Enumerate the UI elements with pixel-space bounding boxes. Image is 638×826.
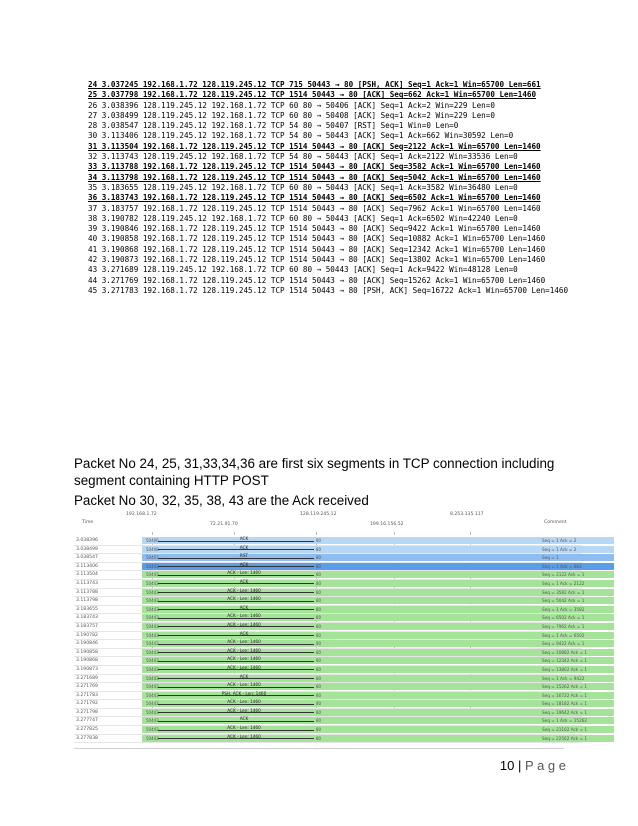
host-72-21-91-70: 72.21.91.70 xyxy=(210,522,238,527)
flow-time: 3.113788 xyxy=(76,589,98,595)
packet-line: 24 3.037245 192.168.1.72 128.119.245.12 TCP 715 50443 → 80 [PSH, ACK] Seq=1 Ack=1 Win=65700 Len=661 xyxy=(88,80,541,89)
destination-port: 80 xyxy=(316,649,322,655)
flow-row[interactable] xyxy=(74,707,588,718)
flow-row[interactable] xyxy=(74,699,588,709)
packet-line: 43 3.271689 128.119.245.12 192.168.1.72 TCP 60 80 → 50443 [ACK] Seq=1 Ack=9422 Win=48128 Len=0 xyxy=(88,265,518,275)
flow-label: ACK - Len: 1460 xyxy=(227,596,261,602)
packet-line: 44 3.271769 192.168.1.72 128.119.245.12 TCP 1514 50443 → 80 [ACK] Seq=15262 Ack=1 Win=65700 Len=1460 xyxy=(88,275,546,285)
flow-row[interactable] xyxy=(74,647,588,658)
flow-comment: Seq = 18182 Ack = 1 xyxy=(542,701,588,707)
source-port: 50443 xyxy=(146,641,159,647)
page-footer xyxy=(500,758,566,773)
flow-comment: Seq = 9422 Ack = 1 xyxy=(542,641,585,647)
flow-time: 3.038396 xyxy=(76,538,98,543)
flow-time: 3.183757 xyxy=(76,623,98,629)
paragraph-segments: Packet No 24, 25, 31,33,34,36 are first six segments in TCP connection including segment containing HTTP POST xyxy=(74,456,555,488)
flow-time: 3.271783 xyxy=(76,692,98,698)
destination-port: 80 xyxy=(316,701,322,707)
flow-comment: Seq = 15262 Ack = 1 xyxy=(542,684,588,690)
packet-line: 45 3.271783 192.168.1.72 128.119.245.12 TCP 1514 50443 → 80 [PSH, ACK] Seq=16722 Ack=1 Win=65700 Len=1460 xyxy=(88,285,569,295)
source-port: 50443 xyxy=(146,718,159,724)
source-port: 50443 xyxy=(146,580,159,586)
flow-time: 3.190868 xyxy=(76,658,98,664)
destination-port: 80 xyxy=(316,546,322,552)
packet-line: 30 3.113406 128.119.245.12 192.168.1.72 TCP 54 80 → 50443 [ACK] Seq=1 Ack=662 Win=30592 Len=0 xyxy=(88,131,514,141)
flow-time: 3.038499 xyxy=(76,546,98,552)
flow-time: 3.113743 xyxy=(76,580,98,586)
host-192-168-1-72: 192.168.1.72 xyxy=(126,512,157,517)
flow-comment: Seq = 7962 Ack = 1 xyxy=(542,623,585,629)
flow-time: 3.190846 xyxy=(76,641,98,647)
source-port: 50443 xyxy=(146,606,159,612)
flow-comment: Seq = 12342 Ack = 1 xyxy=(542,658,588,664)
flow-row[interactable] xyxy=(74,596,585,606)
destination-port: 80 xyxy=(316,623,322,629)
destination-port: 80 xyxy=(316,555,322,561)
flow-comment: Seq = 1 Ack = 2 xyxy=(542,538,577,543)
flow-label: ACK xyxy=(239,604,249,610)
flow-label: ACK xyxy=(239,673,249,679)
destination-port: 80 xyxy=(316,580,322,586)
flow-row[interactable] xyxy=(74,570,585,580)
packet-line: 37 3.183757 192.168.1.72 128.119.245.12 TCP 1514 50443 → 80 [ACK] Seq=7962 Ack=1 Win=65700 Len=1460 xyxy=(88,203,541,213)
flow-comment: Seq = 1 Ack = 2122 xyxy=(542,580,585,586)
flow-row[interactable] xyxy=(74,587,585,598)
destination-port: 80 xyxy=(316,632,322,638)
flow-label: ACK xyxy=(239,578,249,584)
packet-line: 26 3.038396 128.119.245.12 192.168.1.72 TCP 60 80 → 50406 [ACK] Seq=1 Ack=2 Win=229 Len=0 xyxy=(88,100,495,110)
paragraph-acks: Packet No 30, 32, 35, 38, 43 are the Ack received xyxy=(74,493,369,508)
flow-label: ACK - Len: 1460 xyxy=(227,664,261,670)
packet-line: 39 3.190846 192.168.1.72 128.119.245.12 TCP 1514 50443 → 80 [ACK] Seq=9422 Ack=1 Win=65700 Len=1460 xyxy=(88,224,541,234)
flow-label: ACK xyxy=(239,716,249,722)
flow-label: ACK - Len: 1460 xyxy=(227,647,261,653)
flow-label: ACK - Len: 1460 xyxy=(227,682,261,688)
flow-row[interactable] xyxy=(74,630,585,641)
flow-time: 3.277825 xyxy=(76,727,98,733)
flow-time: 3.271769 xyxy=(76,684,98,690)
source-port: 50443 xyxy=(146,563,159,569)
flow-label: ACK - Len: 1460 xyxy=(227,639,261,645)
flow-comment: Seq = 5042 Ack = 1 xyxy=(542,598,585,604)
destination-port: 80 xyxy=(316,718,322,724)
flow-comment: Seq = 1 Ack = 2 xyxy=(542,546,577,552)
flow-label: ACK - Len: 1460 xyxy=(227,613,261,619)
packet-line: 42 3.190873 192.168.1.72 128.119.245.12 TCP 1514 50443 → 80 [ACK] Seq=13802 Ack=1 Win=65700 Len=1460 xyxy=(88,255,546,265)
flow-comment: Seq = 1 Ack = 15262 xyxy=(542,718,588,724)
flow-row[interactable] xyxy=(74,621,585,632)
flow-row[interactable] xyxy=(74,554,582,563)
flow-row[interactable] xyxy=(74,716,588,726)
flow-comment: Seq = 13802 Ack = 1 xyxy=(542,666,588,672)
source-port: 50443 xyxy=(146,666,159,672)
packet-line: 35 3.183655 128.119.245.12 192.168.1.72 TCP 60 80 → 50443 [ACK] Seq=1 Ack=3582 Win=36480 Len=0 xyxy=(88,182,518,192)
host-8-253-135-117: 8.253.135.117 xyxy=(450,512,484,517)
flow-row[interactable] xyxy=(74,682,588,692)
flow-label: RST xyxy=(239,553,249,559)
flow-label: ACK - Len: 1460 xyxy=(227,621,261,627)
packet-line: 25 3.037798 192.168.1.72 128.119.245.12 TCP 1514 50443 → 80 [ACK] Seq=662 Ack=1 Win=65700 Len=1460 xyxy=(88,90,537,100)
footer-divider xyxy=(74,748,564,749)
destination-port: 80 xyxy=(316,598,322,604)
flow-time: 3.190858 xyxy=(76,649,98,655)
flow-comment: Seq = 1 Ack = 6502 xyxy=(542,632,585,638)
flow-time: 3.183743 xyxy=(76,615,98,621)
flow-label: ACK - Len: 1460 xyxy=(227,656,261,662)
flow-label: ACK xyxy=(239,544,249,550)
packet-line: 36 3.183743 192.168.1.72 128.119.245.12 TCP 1514 50443 → 80 [ACK] Seq=6502 Ack=1 Win=65700 Len=1460 xyxy=(88,193,541,203)
destination-port: 80 xyxy=(316,615,322,621)
footer-separator: | xyxy=(518,758,522,773)
destination-port: 80 xyxy=(316,735,322,741)
packet-line: 34 3.113798 192.168.1.72 128.119.245.12 TCP 1514 50443 → 80 [ACK] Seq=5042 Ack=1 Win=65700 Len=1460 xyxy=(88,172,541,182)
source-port: 50408 xyxy=(146,546,159,552)
destination-port: 80 xyxy=(316,589,322,595)
packet-line: 27 3.038499 128.119.245.12 192.168.1.72 TCP 60 80 → 50408 [ACK] Seq=1 Ack=2 Win=229 Len=0 xyxy=(88,110,495,120)
flow-time: 3.113798 xyxy=(76,598,98,604)
flow-label: ACK - Len: 1460 xyxy=(227,587,261,593)
packet-line: 32 3.113743 128.119.245.12 192.168.1.72 TCP 54 80 → 50443 [ACK] Seq=1 Ack=2122 Win=33536 Len=0 xyxy=(88,152,518,162)
flow-comment: Seq = 16722 Ack = 1 xyxy=(542,692,588,698)
source-port: 50443 xyxy=(146,632,159,638)
host-128-119-245-12: 128.119.245.12 xyxy=(300,512,337,517)
flow-time: 3.190873 xyxy=(76,666,98,672)
source-port: 50407 xyxy=(146,555,159,561)
flow-row[interactable] xyxy=(74,690,588,701)
source-port: 50443 xyxy=(146,649,159,655)
flow-comment: Seq = 1 Ack = 9422 xyxy=(542,675,585,681)
flow-graph xyxy=(74,510,588,741)
flow-comment: Seq = 1 Ack = 662 xyxy=(542,563,582,569)
packet-line: 33 3.113788 192.168.1.72 128.119.245.12 TCP 1514 50443 → 80 [ACK] Seq=3582 Ack=1 Win=65700 Len=1460 xyxy=(88,162,541,172)
source-port: 50443 xyxy=(146,684,159,690)
flow-row[interactable] xyxy=(74,604,585,615)
flow-label: ACK - Len: 1460 xyxy=(227,725,261,731)
packet-line: 41 3.190868 192.168.1.72 128.119.245.12 TCP 1514 50443 → 80 [ACK] Seq=12342 Ack=1 Win=65700 Len=1460 xyxy=(88,244,546,254)
flow-label: ACK - Len: 1460 xyxy=(227,733,261,739)
flow-time: 3.183655 xyxy=(76,606,98,612)
destination-port: 80 xyxy=(316,675,322,681)
flow-row[interactable] xyxy=(74,578,585,589)
source-port: 50443 xyxy=(146,589,159,595)
source-port: 50443 xyxy=(146,675,159,681)
flow-row[interactable] xyxy=(74,656,588,666)
destination-port: 80 xyxy=(316,538,322,543)
flow-label: ACK - Len: 1460 xyxy=(227,570,261,576)
flow-row[interactable] xyxy=(74,613,585,623)
flow-row[interactable] xyxy=(74,563,582,572)
source-port: 50406 xyxy=(146,538,159,543)
flow-label: ACK xyxy=(239,561,249,567)
flow-time: 3.038547 xyxy=(76,555,98,561)
flow-row[interactable] xyxy=(74,733,588,744)
packet-line: 38 3.190782 128.119.245.12 192.168.1.72 TCP 60 80 → 50443 [ACK] Seq=1 Ack=6502 Win=42240 Len=0 xyxy=(88,213,518,223)
flow-comment: Seq = 3582 Ack = 1 xyxy=(542,589,585,595)
flow-comment: Seq = 22562 Ack = 1 xyxy=(542,735,588,741)
flow-time: 3.271689 xyxy=(76,675,98,681)
flow-time: 3.271792 xyxy=(76,701,98,707)
source-port: 50443 xyxy=(146,701,159,707)
flow-time: 3.113504 xyxy=(76,572,98,578)
destination-port: 80 xyxy=(316,563,322,569)
destination-port: 80 xyxy=(316,658,322,664)
flow-label: ACK xyxy=(239,630,249,636)
flow-time: 3.271798 xyxy=(76,709,98,715)
flow-comment: Seq = 10882 Ack = 1 xyxy=(542,649,588,655)
flow-time: 3.113406 xyxy=(76,563,98,569)
destination-port: 80 xyxy=(316,666,322,672)
flow-time: 3.277747 xyxy=(76,718,98,724)
packet-line: 31 3.113504 192.168.1.72 128.119.245.12 TCP 1514 50443 → 80 [ACK] Seq=2122 Ack=1 Win=65700 Len=1460 xyxy=(88,141,541,151)
flow-row[interactable] xyxy=(74,664,588,675)
page-label: P a g e xyxy=(525,758,566,773)
source-port: 50443 xyxy=(146,735,159,741)
source-port: 50443 xyxy=(146,727,159,733)
flow-comment: Seq = 6502 Ack = 1 xyxy=(542,615,585,621)
destination-port: 80 xyxy=(316,606,322,612)
packet-line: 40 3.190858 192.168.1.72 128.119.245.12 TCP 1514 50443 → 80 [ACK] Seq=10882 Ack=1 Win=65700 Len=1460 xyxy=(88,234,546,244)
flow-comment: Seq = 1 Ack = 3582 xyxy=(542,606,585,612)
destination-port: 80 xyxy=(316,709,322,715)
page-number: 10 xyxy=(499,758,515,773)
flow-label: ACK - Len: 1460 xyxy=(227,707,261,713)
flow-comment: Seq = 19642 Ack = 1 xyxy=(542,709,588,715)
source-port: 50443 xyxy=(146,615,159,621)
comment-column-header: Comment xyxy=(544,520,567,525)
flow-time: 3.277838 xyxy=(76,735,98,741)
destination-port: 80 xyxy=(316,684,322,690)
packet-list xyxy=(88,80,608,296)
source-port: 50443 xyxy=(146,623,159,629)
flow-label: ACK - Len: 1460 xyxy=(227,699,261,705)
flow-time: 3.190782 xyxy=(76,632,98,638)
source-port: 50443 xyxy=(146,658,159,664)
flow-row[interactable] xyxy=(74,673,585,684)
source-port: 50443 xyxy=(146,572,159,578)
flow-row[interactable] xyxy=(74,546,582,555)
packet-line: 28 3.038547 128.119.245.12 192.168.1.72 TCP 54 80 → 50407 [RST] Seq=1 Win=0 Len=0 xyxy=(88,121,459,131)
source-port: 50443 xyxy=(146,692,159,698)
source-port: 50443 xyxy=(146,709,159,715)
flow-label: PSH, ACK - Len: 1460 xyxy=(221,690,267,696)
flow-comment: Seq = 1 xyxy=(542,555,559,561)
destination-port: 80 xyxy=(316,692,322,698)
flow-row[interactable] xyxy=(74,537,582,546)
flow-comment: Seq = 2122 Ack = 1 xyxy=(542,572,585,578)
flow-comment: Seq = 21102 Ack = 1 xyxy=(542,727,588,733)
destination-port: 80 xyxy=(316,641,322,647)
destination-port: 80 xyxy=(316,727,322,733)
flow-label: ACK xyxy=(239,536,249,541)
host-199-16-156-52: 199.16.156.52 xyxy=(370,522,404,527)
flow-row[interactable] xyxy=(74,725,588,735)
time-column-header: Time xyxy=(82,520,94,525)
source-port: 50443 xyxy=(146,598,159,604)
flow-graph-header xyxy=(74,510,582,535)
destination-port: 80 xyxy=(316,572,322,578)
flow-row[interactable] xyxy=(74,639,585,649)
flow-rows xyxy=(74,536,588,743)
